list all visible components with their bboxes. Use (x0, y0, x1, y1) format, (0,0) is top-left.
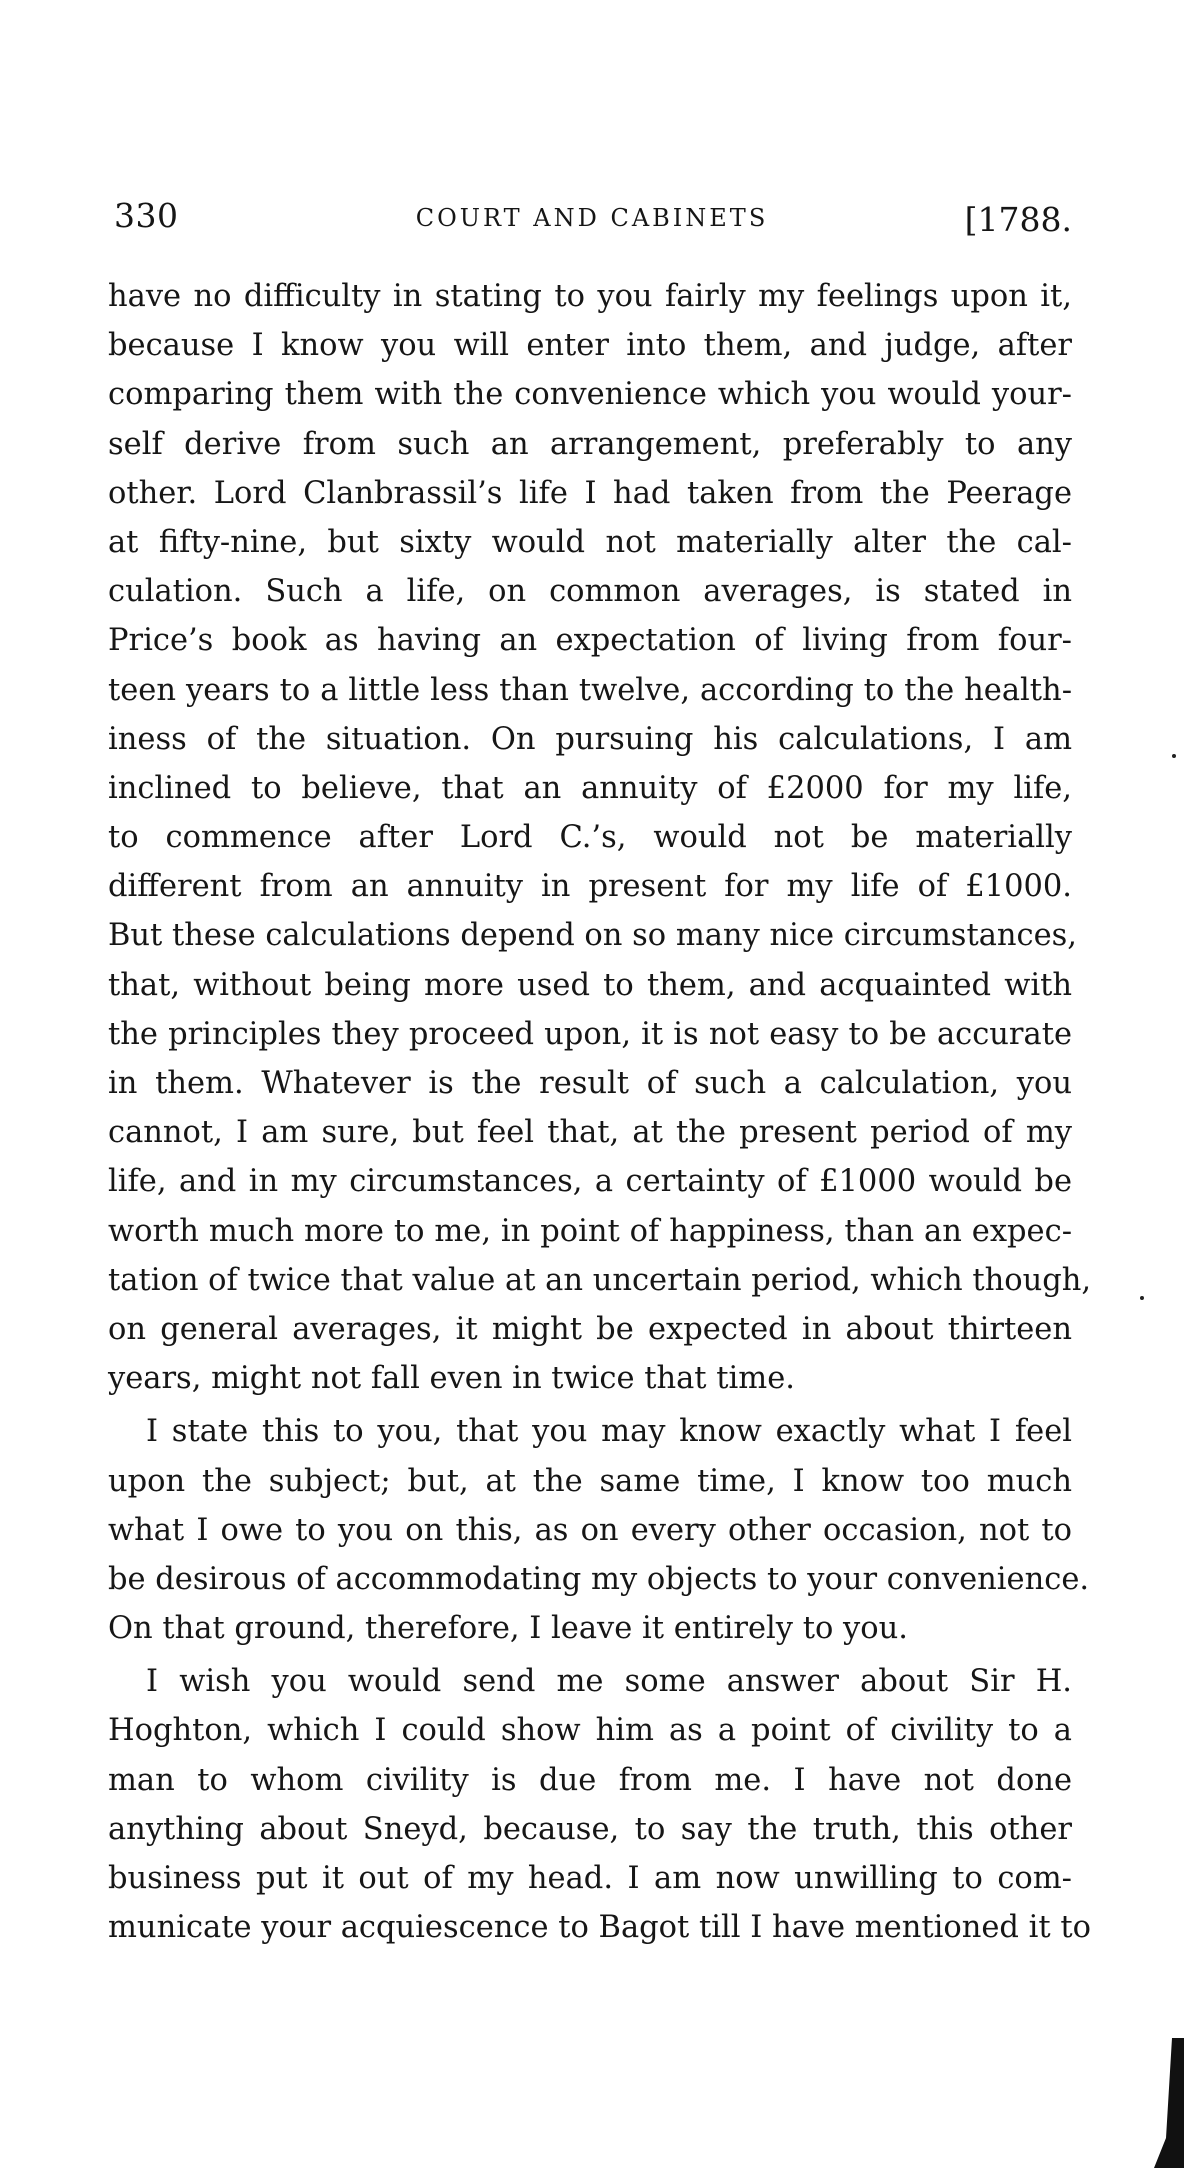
margin-speck (1140, 1296, 1144, 1300)
text-line: worth much more to me, in point of happiness, than an expec- (108, 1213, 1072, 1249)
text-line: that, without being more used to them, and acquainted with (108, 967, 1072, 1003)
text-line: the principles they proceed upon, it is not easy to be accurate (108, 1016, 1072, 1052)
text-line: anything about Sneyd, because, to say the truth, this other (108, 1811, 1072, 1847)
paragraph (108, 1657, 1091, 1952)
text-line: in them. Whatever is the result of such a calculation, you (108, 1066, 1072, 1101)
margin-speck (1172, 754, 1176, 758)
text-line: Price’s book as having an expectation of living from four- (108, 623, 1072, 659)
text-line: have no difficulty in stating to you fairly my feelings upon it, (108, 279, 1072, 314)
text-line: upon the subject; but, at the same time, I know too much (108, 1463, 1072, 1499)
text-line: inclined to believe, that an annuity of £2000 for my life, (108, 770, 1072, 806)
text-line: Hoghton, which I could show him as a point of civility to a (108, 1713, 1072, 1749)
body-text (108, 272, 1092, 1952)
text-line: teen years to a little less than twelve, according to the health- (108, 672, 1072, 708)
text-line: life, and in my circumstances, a certainty of £1000 would be (108, 1164, 1072, 1200)
text-line: tation of twice that value at an uncertain period, which though, (108, 1262, 1092, 1298)
text-line: On that ground, therefore, I leave it entirely to you. (108, 1611, 908, 1647)
text-line: other. Lord Clanbrassil’s life I had taken from the Peerage (108, 475, 1072, 511)
text-line: comparing them with the convenience which you would your- (108, 377, 1072, 413)
running-title: COURT AND CABINETS (415, 204, 769, 232)
text-line: what I owe to you on this, as on every other occasion, not to (108, 1512, 1072, 1548)
text-line: municate your acquiescence to Bagot till I have mentioned it to (108, 1910, 1091, 1946)
text-line: to commence after Lord C.’s, would not be materially (108, 820, 1072, 856)
text-line: self derive from such an arrangement, preferably to any (108, 426, 1072, 462)
text-line: I state this to you, that you may know exactly what I feel (146, 1414, 1072, 1450)
text-line: iness of the situation. On pursuing his calculations, I am (108, 721, 1072, 757)
text-line: But these calculations depend on so many nice circumstances, (108, 918, 1078, 954)
text-line: different from an annuity in present for my life of £1000. (108, 869, 1072, 905)
text-line: man to whom civility is due from me. I have not done (108, 1762, 1072, 1798)
text-line: be desirous of accommodating my objects to your convenience. (108, 1561, 1090, 1597)
page-header (112, 196, 1072, 246)
page-number: 330 (114, 196, 179, 235)
text-line: business put it out of my head. I am now unwilling to com- (108, 1861, 1072, 1896)
paragraph (108, 1407, 1090, 1653)
page-edge-mark (1144, 2038, 1184, 2168)
year-marker: [1788. (964, 200, 1072, 239)
paragraph (108, 272, 1092, 1403)
text-line: years, might not fall even in twice that time. (108, 1361, 795, 1397)
text-line: culation. Such a life, on common averages, is stated in (108, 574, 1072, 610)
text-line: because I know you will enter into them, and judge, after (108, 328, 1072, 364)
text-line: I wish you would send me some answer about Sir H. (146, 1664, 1072, 1700)
text-line: cannot, I am sure, but feel that, at the present period of my (108, 1115, 1072, 1151)
text-line: on general averages, it might be expected in about thirteen (108, 1311, 1072, 1347)
text-line: at fifty-nine, but sixty would not materially alter the cal- (108, 524, 1072, 560)
